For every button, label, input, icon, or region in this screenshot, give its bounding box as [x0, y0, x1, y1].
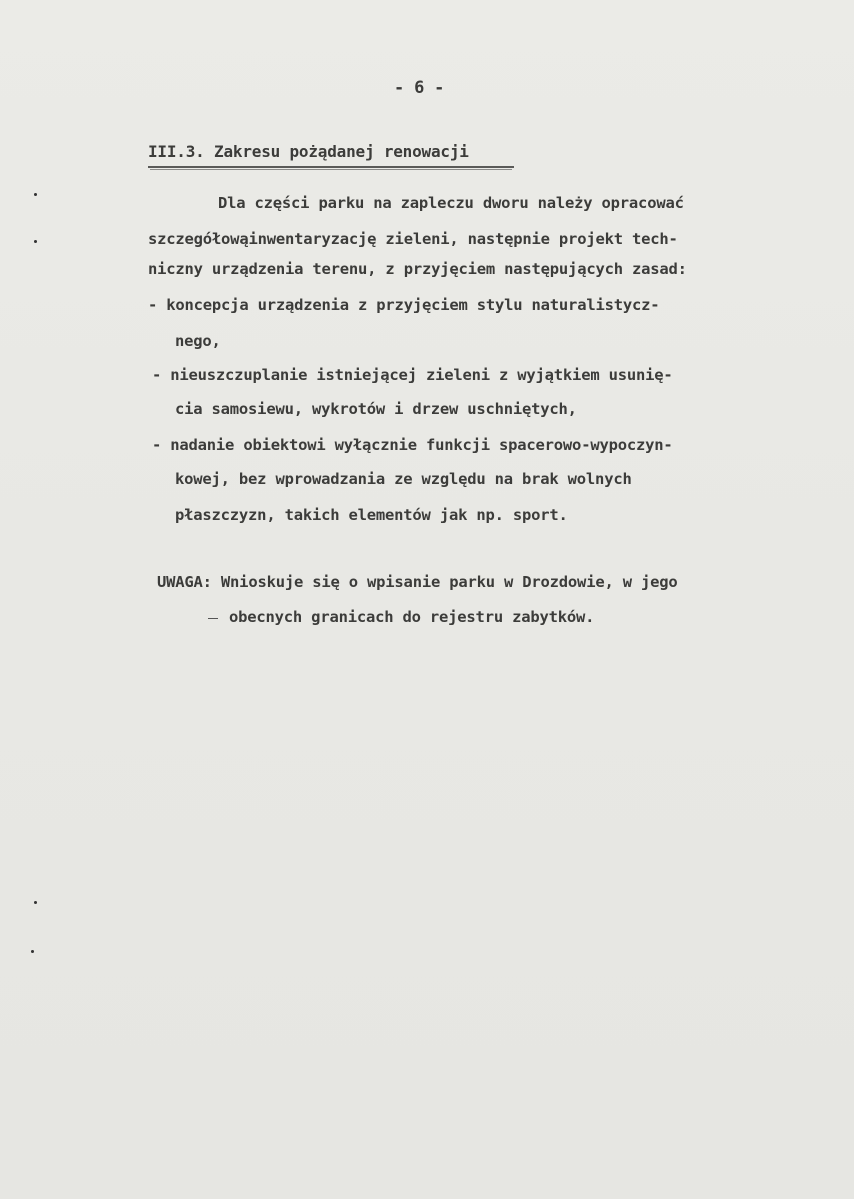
- list-item-continuation: nego,: [175, 332, 221, 350]
- list-item: - nieuszczuplanie istniejącej zieleni z wyjątkiem usunię-: [152, 366, 673, 384]
- heading-underline: [150, 169, 512, 170]
- margin-mark: [34, 240, 37, 243]
- margin-mark: [31, 950, 34, 953]
- heading-underline: [148, 166, 514, 168]
- note-line: UWAGA: Wnioskuje się o wpisanie parku w Drozdowie, w jego: [157, 573, 678, 591]
- page-number: - 6 -: [394, 78, 445, 98]
- body-line: szczegółowąinwentaryzację zieleni, następnie projekt tech-: [148, 230, 678, 248]
- note-indent-mark: [208, 618, 218, 619]
- margin-mark: [34, 193, 37, 196]
- list-item: - koncepcja urządzenia z przyjęciem stylu naturalistycz-: [148, 296, 660, 314]
- list-item-continuation: płaszczyzn, takich elementów jak np. sport.: [175, 506, 568, 524]
- margin-mark: [34, 901, 37, 904]
- body-line: niczny urządzenia terenu, z przyjęciem następujących zasad:: [148, 260, 687, 278]
- list-item: - nadanie obiektowi wyłącznie funkcji spacerowo-wypoczyn-: [152, 436, 673, 454]
- note-line: obecnych granicach do rejestru zabytków.: [229, 608, 595, 626]
- list-item-continuation: cia samosiewu, wykrotów i drzew uschniętych,: [175, 400, 577, 418]
- section-heading: III.3. Zakresu pożądanej renowacji: [148, 142, 469, 161]
- list-item-continuation: kowej, bez wprowadzania ze względu na brak wolnych: [175, 470, 632, 488]
- body-line: Dla części parku na zapleczu dworu należy opracować: [218, 194, 684, 212]
